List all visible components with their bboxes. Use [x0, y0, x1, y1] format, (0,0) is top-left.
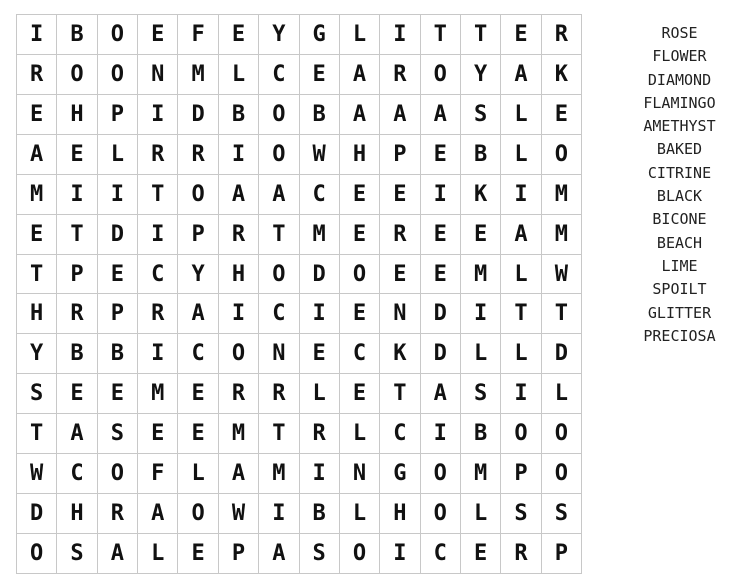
grid-cell[interactable]: A: [17, 135, 57, 175]
grid-cell[interactable]: M: [178, 55, 218, 95]
grid-cell[interactable]: I: [501, 374, 541, 414]
grid-cell[interactable]: D: [98, 215, 138, 255]
grid-cell[interactable]: N: [138, 55, 178, 95]
word-list-item: BAKED: [656, 140, 703, 159]
grid-cell[interactable]: S: [98, 414, 138, 454]
grid-cell[interactable]: O: [98, 454, 138, 494]
grid-cell[interactable]: L: [501, 95, 541, 135]
grid-cell[interactable]: E: [300, 55, 340, 95]
grid-cell[interactable]: O: [421, 55, 461, 95]
grid-cell[interactable]: A: [501, 55, 541, 95]
grid-cell[interactable]: K: [542, 55, 582, 95]
grid-cell[interactable]: I: [57, 175, 97, 215]
grid-cell[interactable]: R: [501, 534, 541, 574]
grid-cell[interactable]: M: [219, 414, 259, 454]
word-list-item: PRECIOSA: [643, 326, 716, 345]
grid-cell[interactable]: E: [542, 95, 582, 135]
grid-cell[interactable]: P: [542, 534, 582, 574]
grid-cell[interactable]: O: [542, 414, 582, 454]
word-list-item: BEACH: [656, 233, 703, 252]
word-list-item: CITRINE: [647, 163, 712, 182]
grid-cell[interactable]: P: [380, 135, 420, 175]
grid-cell[interactable]: E: [461, 215, 501, 255]
grid-cell[interactable]: L: [340, 494, 380, 534]
grid-cell[interactable]: O: [219, 334, 259, 374]
grid-cell[interactable]: L: [501, 255, 541, 295]
grid-cell[interactable]: S: [501, 494, 541, 534]
grid-cell[interactable]: P: [219, 534, 259, 574]
word-list-item: BICONE: [652, 210, 707, 229]
grid-cell[interactable]: O: [501, 414, 541, 454]
grid-cell[interactable]: L: [219, 55, 259, 95]
grid-cell[interactable]: C: [138, 255, 178, 295]
grid-cell[interactable]: A: [138, 494, 178, 534]
grid-cell[interactable]: I: [461, 294, 501, 334]
grid-cell[interactable]: B: [98, 334, 138, 374]
grid-cell[interactable]: E: [421, 135, 461, 175]
grid-cell[interactable]: R: [17, 55, 57, 95]
grid-cell[interactable]: T: [542, 294, 582, 334]
word-list: [632, 22, 727, 348]
grid-cell[interactable]: A: [380, 95, 420, 135]
grid-cell[interactable]: E: [178, 414, 218, 454]
grid-cell[interactable]: I: [138, 95, 178, 135]
grid-cell[interactable]: A: [421, 374, 461, 414]
grid-cell[interactable]: I: [98, 175, 138, 215]
grid-cell[interactable]: Y: [461, 55, 501, 95]
grid-cell[interactable]: W: [17, 454, 57, 494]
grid-cell[interactable]: O: [259, 255, 299, 295]
word-list-item: SPOILT: [652, 280, 707, 299]
grid-cell[interactable]: L: [461, 494, 501, 534]
grid-cell[interactable]: A: [259, 175, 299, 215]
grid-cell[interactable]: A: [340, 95, 380, 135]
grid-cell[interactable]: L: [178, 454, 218, 494]
grid-cell[interactable]: I: [421, 414, 461, 454]
grid-cell[interactable]: T: [380, 374, 420, 414]
grid-cell[interactable]: N: [340, 454, 380, 494]
grid-cell[interactable]: R: [57, 294, 97, 334]
grid-cell[interactable]: E: [17, 215, 57, 255]
grid-cell[interactable]: E: [57, 135, 97, 175]
grid-cell[interactable]: G: [300, 15, 340, 55]
grid-cell[interactable]: O: [178, 494, 218, 534]
grid-cell[interactable]: T: [57, 215, 97, 255]
grid-cell[interactable]: A: [57, 414, 97, 454]
grid-cell[interactable]: E: [461, 534, 501, 574]
grid-cell[interactable]: R: [300, 414, 340, 454]
grid-cell[interactable]: L: [340, 15, 380, 55]
grid-cell[interactable]: E: [501, 15, 541, 55]
grid-cell[interactable]: E: [380, 255, 420, 295]
grid-cell[interactable]: I: [300, 294, 340, 334]
grid-cell[interactable]: O: [259, 95, 299, 135]
grid-cell[interactable]: E: [421, 215, 461, 255]
grid-cell[interactable]: D: [421, 294, 461, 334]
grid-cell[interactable]: S: [461, 374, 501, 414]
grid-cell[interactable]: E: [98, 374, 138, 414]
grid-cell[interactable]: R: [542, 15, 582, 55]
word-list-item: FLOWER: [652, 47, 707, 66]
grid-cell[interactable]: F: [138, 454, 178, 494]
grid-cell[interactable]: O: [542, 135, 582, 175]
grid-cell[interactable]: P: [98, 95, 138, 135]
grid-cell[interactable]: Y: [259, 15, 299, 55]
grid-cell[interactable]: C: [178, 334, 218, 374]
grid-cell[interactable]: I: [380, 15, 420, 55]
grid-cell[interactable]: A: [340, 55, 380, 95]
grid-cell[interactable]: D: [17, 494, 57, 534]
grid-cell[interactable]: B: [219, 95, 259, 135]
grid-cell[interactable]: R: [259, 374, 299, 414]
grid-cell[interactable]: G: [380, 454, 420, 494]
grid-cell[interactable]: L: [138, 534, 178, 574]
grid-cell[interactable]: L: [501, 135, 541, 175]
grid-cell[interactable]: P: [57, 255, 97, 295]
grid-cell[interactable]: I: [138, 215, 178, 255]
grid-cell[interactable]: C: [340, 334, 380, 374]
grid-cell[interactable]: A: [219, 454, 259, 494]
grid-cell[interactable]: N: [259, 334, 299, 374]
grid-cell[interactable]: T: [501, 294, 541, 334]
grid-cell[interactable]: L: [461, 334, 501, 374]
grid-cell[interactable]: R: [380, 55, 420, 95]
word-search-grid: [16, 14, 582, 574]
grid-cell[interactable]: M: [259, 454, 299, 494]
grid-cell[interactable]: E: [340, 215, 380, 255]
grid-cell[interactable]: E: [178, 374, 218, 414]
grid-cell[interactable]: L: [501, 334, 541, 374]
grid-cell[interactable]: E: [340, 294, 380, 334]
grid-cell[interactable]: O: [57, 55, 97, 95]
grid-cell[interactable]: S: [17, 374, 57, 414]
grid-cell[interactable]: T: [461, 15, 501, 55]
grid-cell[interactable]: M: [300, 215, 340, 255]
grid-cell[interactable]: E: [219, 15, 259, 55]
grid-cell[interactable]: E: [340, 374, 380, 414]
grid-cell[interactable]: O: [542, 454, 582, 494]
grid-cell[interactable]: E: [421, 255, 461, 295]
grid-cell[interactable]: O: [421, 494, 461, 534]
grid-cell[interactable]: A: [259, 534, 299, 574]
grid-cell[interactable]: I: [219, 294, 259, 334]
word-list-item: AMETHYST: [643, 117, 716, 136]
grid-cell[interactable]: M: [542, 215, 582, 255]
grid-cell[interactable]: O: [340, 534, 380, 574]
word-list-item: DIAMOND: [647, 70, 712, 89]
grid-cell[interactable]: T: [138, 175, 178, 215]
grid-cell[interactable]: M: [138, 374, 178, 414]
grid-cell[interactable]: S: [57, 534, 97, 574]
grid-cell[interactable]: C: [380, 414, 420, 454]
grid-cell[interactable]: R: [178, 135, 218, 175]
grid-cell[interactable]: C: [57, 454, 97, 494]
grid-cell[interactable]: M: [461, 255, 501, 295]
word-list-item: LIME: [661, 256, 698, 275]
grid-cell[interactable]: L: [340, 414, 380, 454]
grid-cell[interactable]: E: [138, 414, 178, 454]
grid-cell[interactable]: I: [380, 534, 420, 574]
grid-cell[interactable]: A: [421, 95, 461, 135]
grid-cell[interactable]: O: [259, 135, 299, 175]
grid-cell[interactable]: O: [421, 454, 461, 494]
word-list-item: FLAMINGO: [643, 93, 716, 112]
grid-cell[interactable]: O: [98, 55, 138, 95]
grid-cell[interactable]: E: [340, 175, 380, 215]
grid-cell[interactable]: W: [219, 494, 259, 534]
grid-cell[interactable]: H: [57, 494, 97, 534]
grid-cell[interactable]: T: [421, 15, 461, 55]
grid-cell[interactable]: W: [542, 255, 582, 295]
grid-cell[interactable]: H: [219, 255, 259, 295]
grid-cell[interactable]: A: [178, 294, 218, 334]
grid-cell[interactable]: E: [138, 15, 178, 55]
grid-cell[interactable]: B: [461, 414, 501, 454]
grid-cell[interactable]: M: [17, 175, 57, 215]
grid-cell[interactable]: C: [259, 55, 299, 95]
grid-cell[interactable]: Y: [178, 255, 218, 295]
grid-cell[interactable]: W: [300, 135, 340, 175]
grid-cell[interactable]: A: [219, 175, 259, 215]
word-list-item: BLACK: [656, 187, 703, 206]
grid-cell[interactable]: C: [259, 294, 299, 334]
grid-cell[interactable]: B: [461, 135, 501, 175]
grid-cell[interactable]: T: [259, 215, 299, 255]
grid-cell[interactable]: I: [300, 454, 340, 494]
grid-cell[interactable]: Y: [17, 334, 57, 374]
grid-cell[interactable]: O: [17, 534, 57, 574]
grid-cell[interactable]: B: [300, 95, 340, 135]
grid-cell[interactable]: R: [380, 215, 420, 255]
grid-cell[interactable]: T: [259, 414, 299, 454]
grid-cell[interactable]: K: [461, 175, 501, 215]
grid-cell[interactable]: R: [219, 374, 259, 414]
grid-cell[interactable]: E: [98, 255, 138, 295]
grid-cell[interactable]: H: [17, 294, 57, 334]
grid-cell[interactable]: M: [461, 454, 501, 494]
grid-cell[interactable]: H: [340, 135, 380, 175]
grid-cell[interactable]: O: [178, 175, 218, 215]
grid-cell[interactable]: D: [421, 334, 461, 374]
grid-cell[interactable]: B: [300, 494, 340, 534]
grid-cell[interactable]: T: [17, 414, 57, 454]
grid-cell[interactable]: H: [57, 95, 97, 135]
grid-cell[interactable]: E: [380, 175, 420, 215]
grid-cell[interactable]: P: [501, 454, 541, 494]
grid-cell[interactable]: E: [17, 95, 57, 135]
grid-cell[interactable]: R: [138, 135, 178, 175]
grid-cell[interactable]: S: [461, 95, 501, 135]
grid-cell[interactable]: I: [259, 494, 299, 534]
grid-cell[interactable]: I: [138, 334, 178, 374]
grid-cell[interactable]: R: [138, 294, 178, 334]
grid-cell[interactable]: A: [98, 534, 138, 574]
grid-cell[interactable]: I: [421, 175, 461, 215]
grid-cell[interactable]: S: [300, 534, 340, 574]
grid-cell[interactable]: B: [57, 15, 97, 55]
grid-cell[interactable]: C: [421, 534, 461, 574]
grid-cell[interactable]: E: [57, 374, 97, 414]
grid-cell[interactable]: D: [542, 334, 582, 374]
grid-cell[interactable]: N: [380, 294, 420, 334]
grid-cell[interactable]: P: [178, 215, 218, 255]
grid-cell[interactable]: F: [178, 15, 218, 55]
grid-cell[interactable]: R: [219, 215, 259, 255]
grid-cell[interactable]: D: [178, 95, 218, 135]
grid-cell[interactable]: E: [178, 534, 218, 574]
grid-cell[interactable]: L: [542, 374, 582, 414]
grid-cell[interactable]: L: [98, 135, 138, 175]
grid-cell[interactable]: T: [17, 255, 57, 295]
grid-cell[interactable]: C: [300, 175, 340, 215]
grid-cell[interactable]: O: [340, 255, 380, 295]
grid-cell[interactable]: R: [98, 494, 138, 534]
grid-cell[interactable]: P: [98, 294, 138, 334]
grid-cell[interactable]: B: [57, 334, 97, 374]
grid-cell[interactable]: I: [17, 15, 57, 55]
word-list-item: ROSE: [661, 24, 698, 42]
grid-cell[interactable]: A: [501, 215, 541, 255]
grid-cell[interactable]: L: [300, 374, 340, 414]
word-list-item: GLITTER: [647, 303, 712, 322]
grid-cell[interactable]: E: [300, 334, 340, 374]
grid-cell[interactable]: O: [98, 15, 138, 55]
grid-cell[interactable]: M: [542, 175, 582, 215]
grid-cell[interactable]: D: [300, 255, 340, 295]
grid-cell[interactable]: I: [501, 175, 541, 215]
grid-cell[interactable]: H: [380, 494, 420, 534]
grid-cell[interactable]: I: [219, 135, 259, 175]
grid-cell[interactable]: S: [542, 494, 582, 534]
grid-cell[interactable]: K: [380, 334, 420, 374]
